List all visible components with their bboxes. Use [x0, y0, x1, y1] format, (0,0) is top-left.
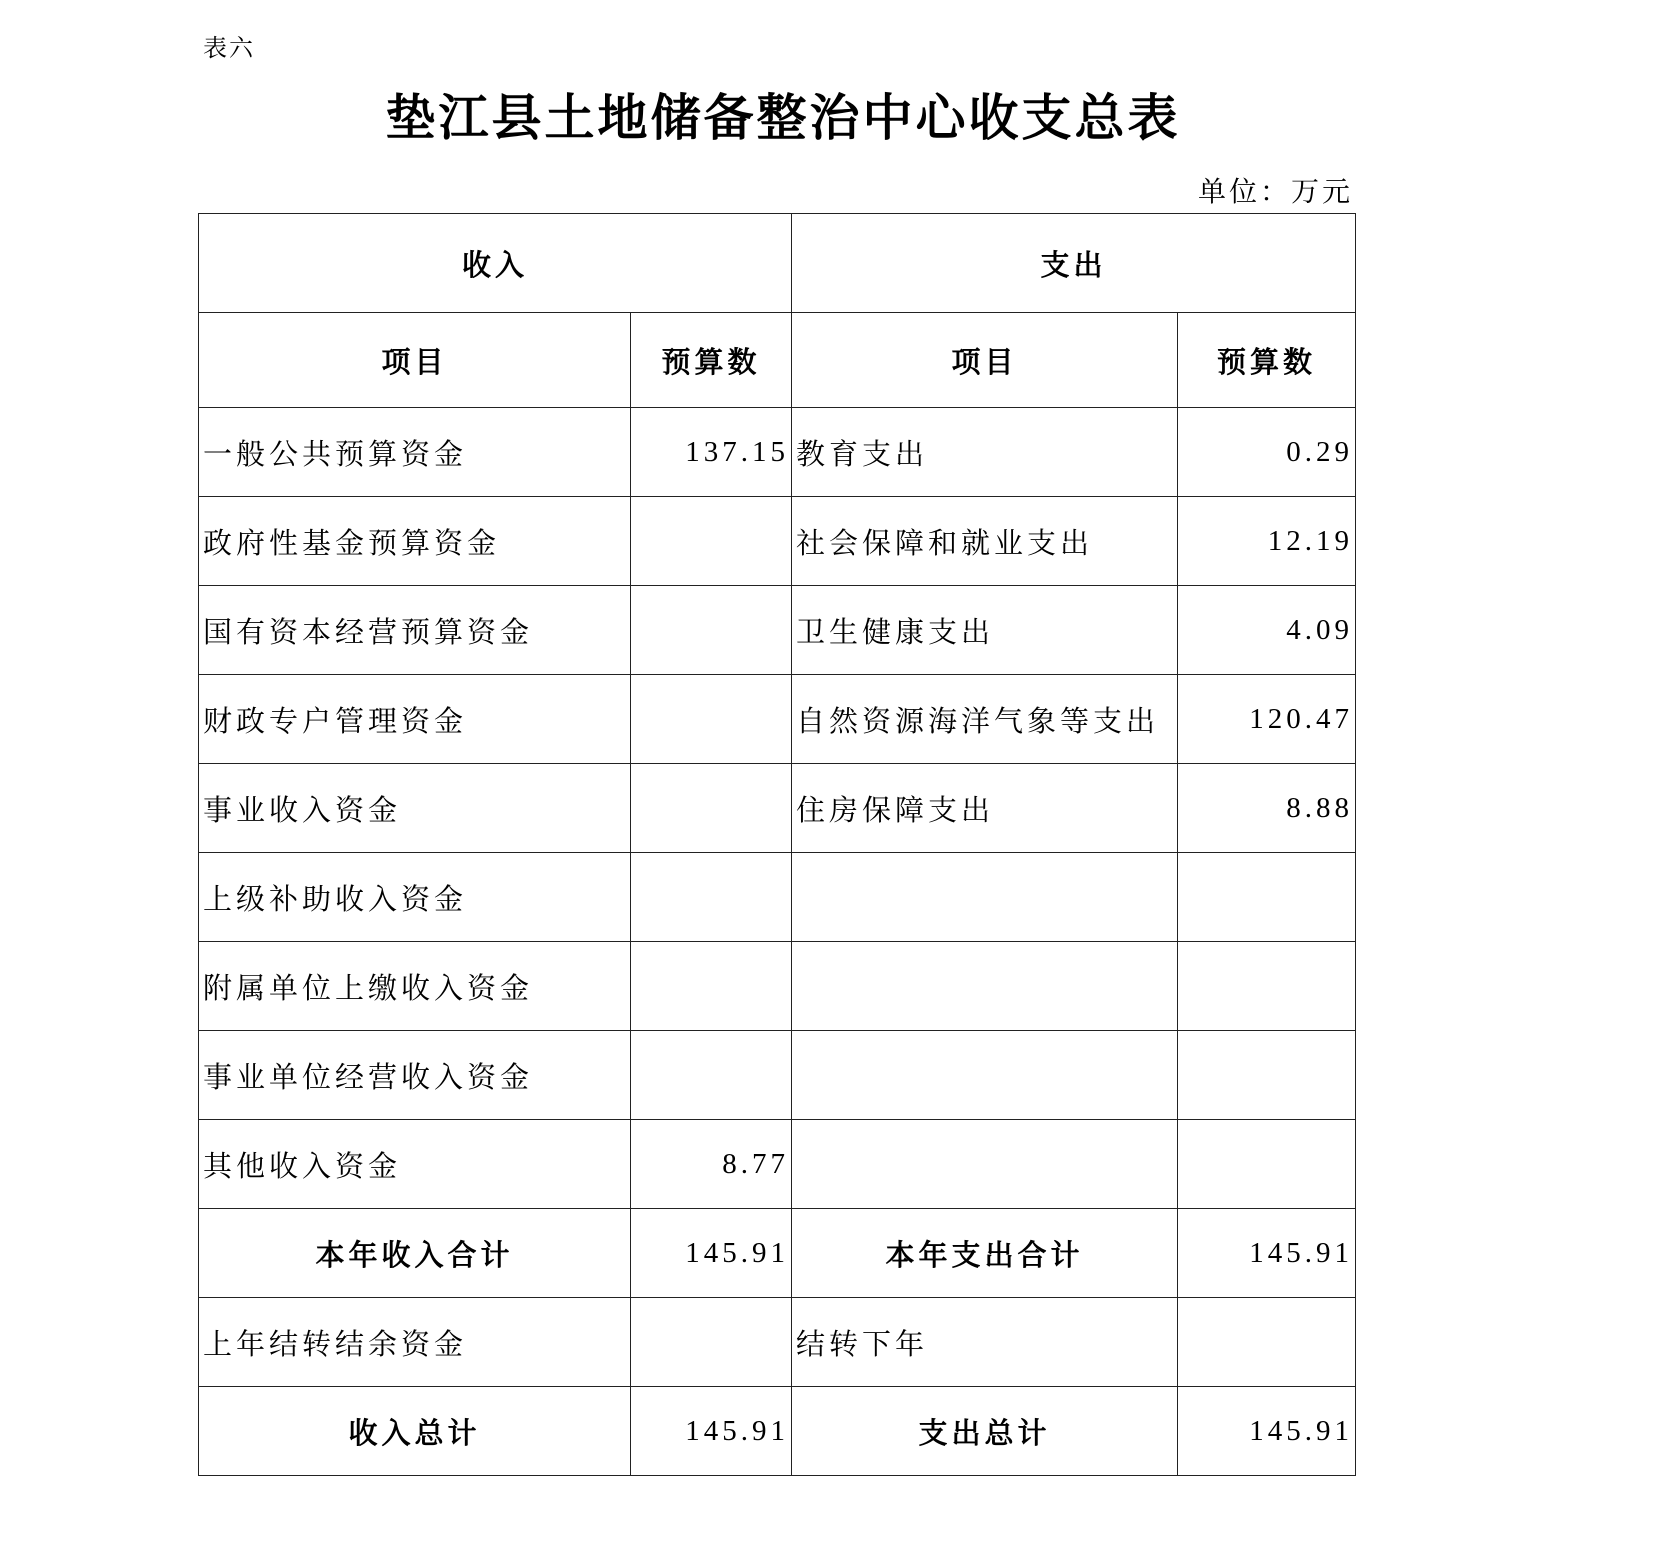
expense-grand-total-amount: 145.91	[1178, 1387, 1356, 1476]
carryover-row	[199, 1298, 1356, 1387]
expense-item-cell	[792, 853, 1178, 942]
expense-item-cell: 社会保障和就业支出	[792, 497, 1178, 586]
income-amount-cell	[631, 942, 792, 1031]
section-header-row	[199, 214, 1356, 313]
expense-year-total-amount: 145.91	[1178, 1209, 1356, 1298]
income-carryover-amount	[631, 1298, 792, 1387]
income-item-cell: 其他收入资金	[199, 1120, 631, 1209]
income-item-cell: 事业收入资金	[199, 764, 631, 853]
income-amount-cell	[631, 764, 792, 853]
expense-grand-total-label: 支出总计	[792, 1387, 1178, 1476]
grand-total-row	[199, 1387, 1356, 1476]
expense-section-header: 支出	[792, 214, 1356, 313]
expense-amount-cell: 12.19	[1178, 497, 1356, 586]
income-item-cell: 政府性基金预算资金	[199, 497, 631, 586]
income-amount-column-header: 预算数	[631, 313, 792, 408]
table-row	[199, 1120, 1356, 1209]
table-row	[199, 1031, 1356, 1120]
document-title: 垫江县土地储备整治中心收支总表	[385, 88, 1181, 147]
unit-note: 单位：万元	[1197, 175, 1353, 208]
year-total-row	[199, 1209, 1356, 1298]
expense-carryover-amount	[1178, 1298, 1356, 1387]
income-item-cell: 上级补助收入资金	[199, 853, 631, 942]
income-amount-cell: 137.15	[631, 408, 792, 497]
expense-item-cell: 住房保障支出	[792, 764, 1178, 853]
expense-item-cell	[792, 1031, 1178, 1120]
income-amount-cell: 8.77	[631, 1120, 792, 1209]
income-item-cell: 事业单位经营收入资金	[199, 1031, 631, 1120]
income-carryover-label: 上年结转结余资金	[199, 1298, 631, 1387]
budget-summary-table	[198, 213, 1356, 1476]
expense-amount-cell: 0.29	[1178, 408, 1356, 497]
table-row	[199, 942, 1356, 1031]
expense-item-cell: 教育支出	[792, 408, 1178, 497]
expense-amount-cell	[1178, 942, 1356, 1031]
income-amount-cell	[631, 586, 792, 675]
income-item-cell: 一般公共预算资金	[199, 408, 631, 497]
income-grand-total-amount: 145.91	[631, 1387, 792, 1476]
expense-amount-cell: 8.88	[1178, 764, 1356, 853]
table-row	[199, 408, 1356, 497]
expense-item-column-header: 项目	[792, 313, 1178, 408]
income-item-cell: 国有资本经营预算资金	[199, 586, 631, 675]
expense-item-cell: 卫生健康支出	[792, 586, 1178, 675]
income-grand-total-label: 收入总计	[199, 1387, 631, 1476]
table-number-label: 表六	[203, 34, 255, 62]
income-item-cell: 财政专户管理资金	[199, 675, 631, 764]
table-row	[199, 586, 1356, 675]
income-item-column-header: 项目	[199, 313, 631, 408]
income-item-cell: 附属单位上缴收入资金	[199, 942, 631, 1031]
expense-amount-cell	[1178, 1031, 1356, 1120]
income-amount-cell	[631, 853, 792, 942]
expense-item-cell	[792, 1120, 1178, 1209]
income-year-total-label: 本年收入合计	[199, 1209, 631, 1298]
income-year-total-amount: 145.91	[631, 1209, 792, 1298]
expense-year-total-label: 本年支出合计	[792, 1209, 1178, 1298]
income-section-header: 收入	[199, 214, 792, 313]
income-amount-cell	[631, 497, 792, 586]
expense-carryover-label: 结转下年	[792, 1298, 1178, 1387]
expense-amount-cell	[1178, 853, 1356, 942]
expense-item-cell	[792, 942, 1178, 1031]
expense-item-cell: 自然资源海洋气象等支出	[792, 675, 1178, 764]
expense-amount-cell: 4.09	[1178, 586, 1356, 675]
income-amount-cell	[631, 1031, 792, 1120]
income-amount-cell	[631, 675, 792, 764]
expense-amount-column-header: 预算数	[1178, 313, 1356, 408]
expense-amount-cell: 120.47	[1178, 675, 1356, 764]
column-header-row	[199, 313, 1356, 408]
table-row	[199, 764, 1356, 853]
expense-amount-cell	[1178, 1120, 1356, 1209]
table-row	[199, 675, 1356, 764]
table-row	[199, 853, 1356, 942]
table-row	[199, 497, 1356, 586]
